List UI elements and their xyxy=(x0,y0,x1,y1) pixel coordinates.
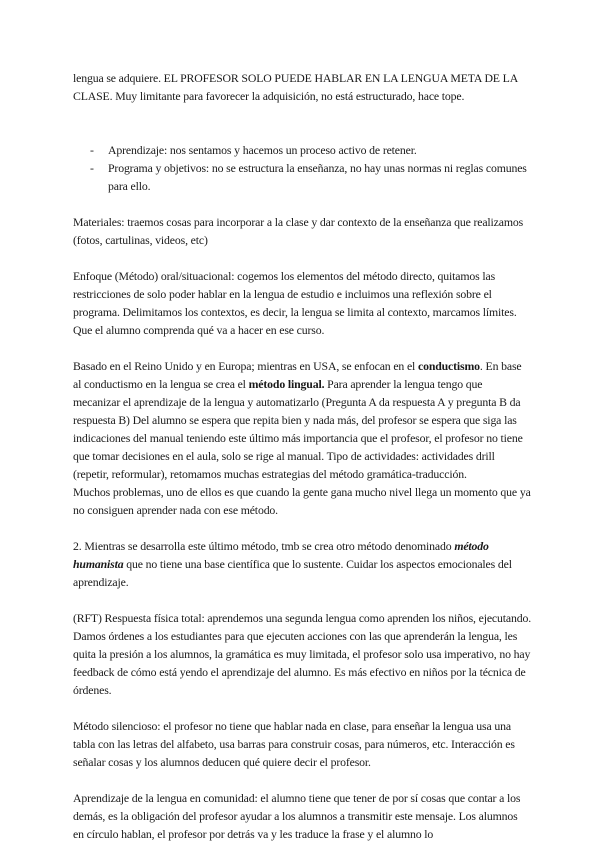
paragraph-metodo-silencioso: Método silencioso: el profesor no tiene que hablar nada en clase, para enseñar la lengua usa una tabla con las letras del alfabeto, usa barras para construir cosas, para números, etc. Interacción es señalar cosas y los alumnos deducen qué quiere decir el profesor. xyxy=(73,719,515,769)
bullet-item-programa: - Programa y objetivos: no se estructura la enseñanza, no hay unas normas ni reglas comunes para ello. xyxy=(73,159,531,195)
paragraph-aprendizaje-comunidad: Aprendizaje de la lengua en comunidad: el alumno tiene que tener de por sí cosas que contar a los demás, es la obligación del profesor ayudar a los alumnos a transmitir este mensaje. Los alumnos en círculo hablan, el profesor por detrás va y les traduce la frase y el alumno lo xyxy=(73,791,521,841)
text-span: . En base al conductismo en la lengua se crea el xyxy=(73,359,522,391)
paragraph-enfoque: Enfoque (Método) oral/situacional: cogemos los elementos del método directo, quitamos las restricciones de solo poder hablar en la lengua de estudio e incluimos una reflexión sobre el programa. Delimitamos los contextos, es decir, la lengua se limita al contexto, marcamos límites. Que el alumno comprenda qué va a hacer en ese curso. xyxy=(73,269,517,337)
text-span: Basado en el Reino Unido y en Europa; mientras en USA, se enfocan en el xyxy=(73,359,418,373)
bold-term-conductismo: conductismo xyxy=(417,359,480,373)
paragraph-rft: (RFT) Respuesta física total: aprendemos una segunda lengua como aprenden los niños, ejecutando. Damos órdenes a los estudiantes para que ejecuten acciones con las que aprenderán la lengua, les quita la presión a los alumnos, la gramática es muy limitada, el profesor solo usa imperativo, no hay feedback de cómo está yendo el aprendizaje del alumno. Es más efectivo en niños por la técnica de órdenes. xyxy=(73,611,532,697)
bullet-item-aprendizaje: - Aprendizaje: nos sentamos y hacemos un proceso activo de retener. xyxy=(73,141,531,159)
paragraph-intro: lengua se adquiere. EL PROFESOR SOLO PUEDE HABLAR EN LA LENGUA META DE LA CLASE. Muy limitante para favorecer la adquisición, no está estructurado, hace tope. xyxy=(73,71,518,103)
bullet-list xyxy=(73,141,531,195)
document-body xyxy=(73,69,531,843)
paragraph-materiales: Materiales: traemos cosas para incorporar a la clase y dar contexto de la enseñanza que realizamos (fotos, cartulinas, videos, etc) xyxy=(73,215,524,247)
paragraph-problemas: Muchos problemas, uno de ellos es que cuando la gente gana mucho nivel llega un momento que ya no consiguen aprender nada con ese método. xyxy=(73,485,531,517)
bold-term-metodo-humanista: método humanista xyxy=(73,539,489,571)
bold-term-metodo-lingual: método lingual. xyxy=(248,377,325,391)
paragraph-basado xyxy=(73,357,531,483)
text-span: que no tiene una base científica que lo sustente. Cuidar los aspectos emocionales del aprendizaje. xyxy=(73,557,512,589)
text-span: Para aprender la lengua tengo que mecanizar el aprendizaje de la lengua y automatizarlo (Pregunta A da respuesta A y pregunta B da respuesta B) Del alumno se espera que repita bien y nada más, del profesor se espera que siga las indicaciones del manual teniendo este último más importancia que el profesor, el profesor no tiene que tomar decisiones en el aula, solo se rige al manual. Tipo de actividades: actividades drill (repetir, reformular), retomamos muchas estrategias del método gramática-traducción. xyxy=(73,377,523,481)
text-span: 2. Mientras se desarrolla este último método, tmb se crea otro método denominado xyxy=(73,539,455,553)
paragraph-humanista xyxy=(73,537,531,591)
